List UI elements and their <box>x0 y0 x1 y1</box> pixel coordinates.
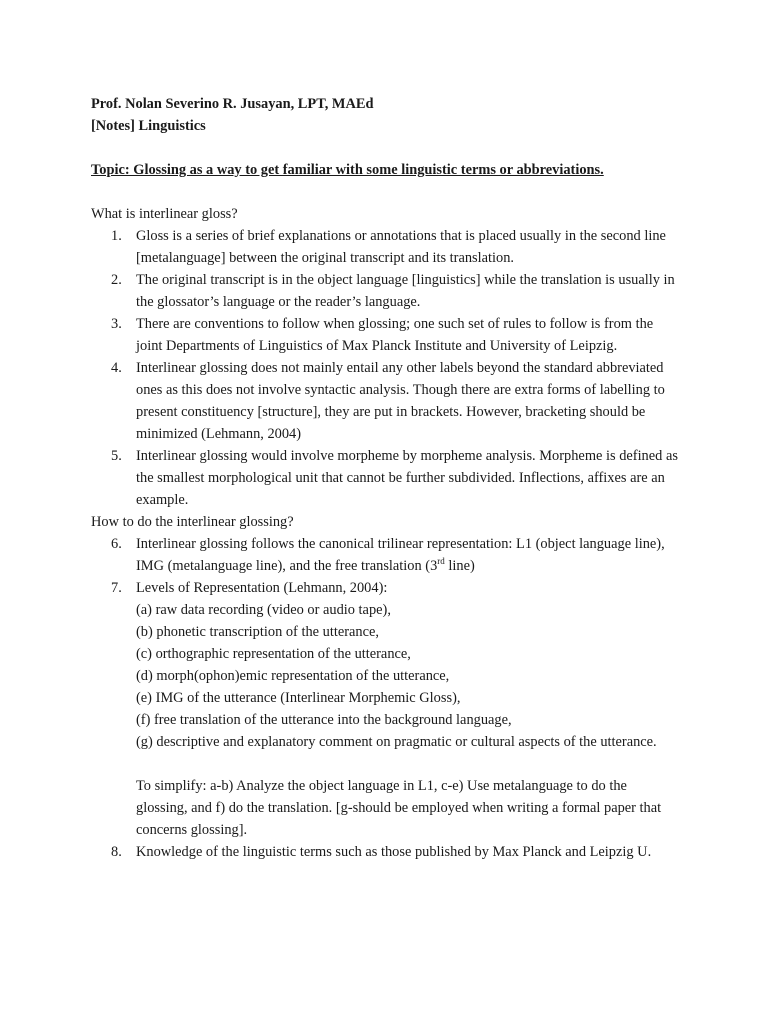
item-number: 7. <box>111 580 122 596</box>
item-text <box>136 536 665 574</box>
question-how-to-gloss: How to do the interlinear glossing? <box>91 514 294 530</box>
item-number: 4. <box>111 360 122 376</box>
item-number: 6. <box>111 536 122 552</box>
numbered-list-2 <box>91 533 681 863</box>
subject-line: [Notes] Linguistics <box>91 118 206 134</box>
list-item <box>91 313 681 357</box>
item-text: Knowledge of the linguistic terms such as those published by Max Planck and Leipzig U. <box>136 844 652 860</box>
level-f: (f) free translation of the utterance into the background language, <box>136 712 512 728</box>
item-number: 2. <box>111 272 122 288</box>
level-g: (g) descriptive and explanatory comment on pragmatic or cultural aspects of the utterance. <box>136 734 657 750</box>
level-a: (a) raw data recording (video or audio tape), <box>136 602 391 618</box>
item-intro: Levels of Representation (Lehmann, 2004): <box>136 580 388 596</box>
level-c: (c) orthographic representation of the utterance, <box>136 646 411 662</box>
item-text: Gloss is a series of brief explanations or annotations that is placed usually in the second line [metalanguage] between the original transcript and its translation. <box>136 228 666 266</box>
level-e: (e) IMG of the utterance (Interlinear Morphemic Gloss), <box>136 690 461 706</box>
simplify-note: To simplify: a-b) Analyze the object language in L1, c-e) Use metalanguage to do the glossing, and f) do the translation. [g-should be employed when writing a formal paper that concerns glossing]. <box>136 778 662 838</box>
author-line: Prof. Nolan Severino R. Jusayan, LPT, MAEd <box>91 96 374 112</box>
list-item <box>91 533 681 577</box>
item-number: 1. <box>111 228 122 244</box>
item-number: 3. <box>111 316 122 332</box>
level-b: (b) phonetic transcription of the utterance, <box>136 624 379 640</box>
numbered-list-1 <box>91 225 681 511</box>
list-item <box>91 445 681 511</box>
topic-heading: Topic: Glossing as a way to get familiar with some linguistic terms or abbreviations. <box>91 162 604 178</box>
item-number: 5. <box>111 448 122 464</box>
level-d: (d) morph(ophon)emic representation of the utterance, <box>136 668 450 684</box>
list-item <box>91 841 681 863</box>
item-text-after: line) <box>444 558 475 574</box>
item-text: There are conventions to follow when glossing; one such set of rules to follow is from the joint Departments of Linguistics of Max Planck Institute and University of Leipzig. <box>136 316 654 354</box>
list-item <box>91 357 681 445</box>
list-item <box>91 577 681 841</box>
document-body <box>91 93 681 863</box>
question-interlinear-gloss: What is interlinear gloss? <box>91 206 238 222</box>
item-number: 8. <box>111 844 122 860</box>
item-text: Interlinear glossing does not mainly entail any other labels beyond the standard abbreviated ones as this does not involve syntactic analysis. Though there are extra forms of labelling to present constituency [structure], they are put in brackets. However, bracketing should be minimized (Lehmann, 2004) <box>136 360 665 442</box>
ordinal-superscript: rd <box>437 556 445 567</box>
list-item <box>91 269 681 313</box>
item-text: Interlinear glossing would involve morpheme by morpheme analysis. Morpheme is defined as the smallest morphological unit that cannot be further subdivided. Inflections, affixes are an example. <box>136 448 678 508</box>
item-text-before: Interlinear glossing follows the canonical trilinear representation: L1 (object language line), IMG (metalanguage line), and the free translation (3 <box>136 536 665 574</box>
list-item <box>91 225 681 269</box>
item-text: The original transcript is in the object language [linguistics] while the translation is usually in the glossator’s language or the reader’s language. <box>136 272 675 310</box>
blank-line <box>136 753 681 775</box>
